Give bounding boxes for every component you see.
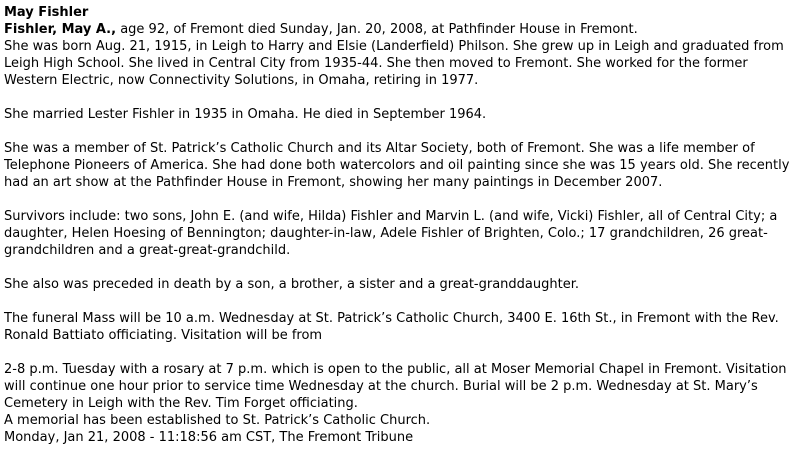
paragraph-gap bbox=[4, 344, 791, 361]
paragraph-gap bbox=[4, 89, 791, 106]
paragraph-gap bbox=[4, 191, 791, 208]
obituary-heading: May Fishler bbox=[4, 5, 89, 20]
paragraph-survivors: Survivors include: two sons, John E. (and wife, Hilda) Fishler and Marvin L. (and wife, Vicki) Fishler, all of Central City; a daughter, Helen Hoesing of Bennington; daughter-in-law, Adele Fishler of Brighten, Colo.; 17 grandchildren, 26 great-grandchildren and a great-great-grandchild. bbox=[4, 209, 778, 258]
paragraph-preceded: She also was preceded in death by a son, a brother, a sister and a great-granddaughter. bbox=[4, 277, 579, 292]
paragraph-gap bbox=[4, 123, 791, 140]
paragraph-funeral: The funeral Mass will be 10 a.m. Wednesday at St. Patrick’s Catholic Church, 3400 E. 16th St., in Fremont with the Rev. Ronald Battiato officiating. Visitation will be from bbox=[4, 311, 779, 343]
paragraph-memorial: A memorial has been established to St. Patrick’s Catholic Church. bbox=[4, 413, 431, 428]
death-notice: age 92, of Fremont died Sunday, Jan. 20, 2008, at Pathfinder House in Fremont. bbox=[116, 22, 638, 37]
paragraph-gap bbox=[4, 293, 791, 310]
paragraph-marriage: She married Lester Fishler in 1935 in Omaha. He died in September 1964. bbox=[4, 107, 487, 122]
obituary-lead bbox=[4, 21, 791, 38]
dateline: Monday, Jan 21, 2008 - 11:18:56 am CST, The Fremont Tribune bbox=[4, 430, 414, 445]
paragraph-memberships: She was a member of St. Patrick’s Catholic Church and its Altar Society, both of Fremont. She was a life member of Telephone Pioneers of America. She had done both watercolors and oil painting since she was 15 years old. She recently had an art show at the Pathfinder House in Fremont, showing her many paintings in December 2007. bbox=[4, 141, 790, 190]
paragraph-gap bbox=[4, 259, 791, 276]
paragraph-biography: She was born Aug. 21, 1915, in Leigh to Harry and Elsie (Landerfield) Philson. She grew up in Leigh and graduated from Leigh High School. She lived in Central City from 1935-44. She then moved to Fremont. She worked for the former Western Electric, now Connectivity Solutions, in Omaha, retiring in 1977. bbox=[4, 39, 784, 88]
paragraph-visitation: 2-8 p.m. Tuesday with a rosary at 7 p.m. which is open to the public, all at Moser Memorial Chapel in Fremont. Visitation will continue one hour prior to service time Wednesday at the church. Burial will be 2 p.m. Wednesday at St. Mary’s Cemetery in Leigh with the Rev. Tim Forget officiating. bbox=[4, 362, 787, 411]
deceased-name: Fishler, May A., bbox=[4, 22, 117, 37]
